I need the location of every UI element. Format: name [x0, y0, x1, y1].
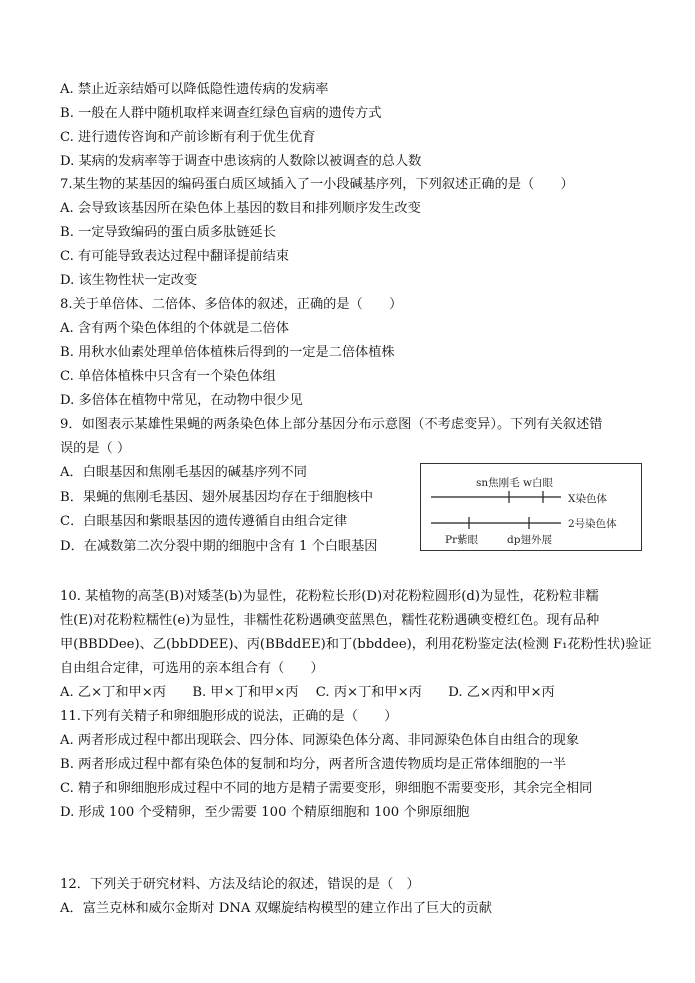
- q12-stem: 12．下列关于研究材料、方法及结论的叙述，错误的是（ ）: [60, 877, 420, 892]
- q6-option-c: C. 进行遗传咨询和产前诊断有利于优生优育: [60, 130, 316, 145]
- q9-stem: 9．如图表示某雄性果蝇的两条染色体上部分基因分布示意图（不考虑变异）。下列有关叙述错: [60, 417, 603, 432]
- q9-option-c: C．白眼基因和紫眼基因的遗传遵循自由组合定律: [60, 514, 348, 529]
- q7-option-d: D. 该生物性状一定改变: [60, 273, 198, 288]
- q8-option-a: A. 含有两个染色体组的个体就是二倍体: [60, 321, 289, 336]
- q9-option-d: D．在减数第二次分裂中期的细胞中含有 1 个白眼基因: [60, 539, 378, 554]
- q8-option-d: D. 多倍体在植物中常见，在动物中很少见: [60, 393, 303, 408]
- q10-options: A. 乙×丁和甲×丙 B. 甲×丁和甲×丙 C. 丙×丁和甲×丙 D. 乙×丙和甲×丙: [60, 685, 555, 700]
- q11-stem: 11.下列有关精子和卵细胞形成的说法，正确的是（ ）: [60, 709, 398, 724]
- q8-option-b: B. 用秋水仙素处理单倍体植株后得到的一定是二倍体植株: [60, 345, 395, 360]
- x-gene-labels: sn焦刚毛 w白眼: [476, 477, 553, 489]
- q8-stem: 8.关于单倍体、二倍体、多倍体的叙述，正确的是（ ）: [60, 297, 403, 312]
- chr2-label: 2号染色体: [568, 518, 617, 530]
- q9-option-b: B．果蝇的焦刚毛基因、翅外展基因均存在于细胞核中: [60, 490, 374, 505]
- q11-option-b: B. 两者形成过程中都有染色体的复制和均分，两者所含遗传物质均是正常体细胞的一半: [60, 757, 567, 772]
- q12-option-a: A．富兰克林和威尔金斯对 DNA 双螺旋结构模型的建立作出了巨大的贡献: [60, 901, 492, 916]
- q7-option-c: C. 有可能导致表达过程中翻译提前结束: [60, 249, 290, 264]
- q10-stem-line-1: 10. 某植物的高茎(B)对矮茎(b)为显性，花粉粒长形(D)对花粉粒圆形(d)为显性，花粉粒非糯: [60, 589, 599, 604]
- q7-option-b: B. 一定导致编码的蛋白质多肽链延长: [60, 225, 276, 240]
- q8-option-c: C. 单倍体植株中只含有一个染色体组: [60, 369, 276, 384]
- q10-stem-line-4: 自由组合定律，可选用的亲本组合有（ ）: [60, 661, 324, 676]
- q11-option-a: A. 两者形成过程中都出现联会、四分体、同源染色体分离、非同源染色体自由组合的现象: [60, 733, 580, 748]
- x-chromosome-label: X染色体: [568, 493, 607, 505]
- q6-option-a: A. 禁止近亲结婚可以降低隐性遗传病的发病率: [60, 82, 329, 97]
- q10-stem-line-2: 性(E)对花粉粒糯性(e)为显性，非糯性花粉遇碘变蓝黑色，糯性花粉遇碘变橙红色。现有品种: [60, 613, 600, 628]
- q11-option-c: C. 精子和卵细胞形成过程中不同的地方是精子需要变形，卵细胞不需要变形，其余完全相同: [60, 781, 593, 796]
- q9-option-a: A．白眼基因和焦刚毛基因的碱基序列不同: [60, 465, 307, 480]
- q11-option-d: D. 形成 100 个受精卵，至少需要 100 个精原细胞和 100 个卵原细胞: [60, 805, 470, 820]
- q6-option-b: B. 一般在人群中随机取样来调查红绿色盲病的遗传方式: [60, 106, 382, 121]
- q7-stem: 7.某生物的某基因的编码蛋白质区域插入了一小段碱基序列，下列叙述正确的是（ ）: [60, 177, 574, 192]
- q10-stem-line-3: 甲(BBDDee)、乙(bbDDEE)、丙(BBddEE)和丁(bbddee)，利用花粉鉴定法(检测 F₁花粉性状)验证: [60, 637, 652, 652]
- q6-option-d: D. 某病的发病率等于调查中患该病的人数除以被调查的总人数: [60, 154, 422, 169]
- dp-label: dp翅外展: [507, 534, 552, 546]
- chromosome-diagram: [420, 463, 642, 551]
- q7-option-a: A. 会导致该基因所在染色体上基因的数目和排列顺序发生改变: [60, 201, 421, 216]
- pr-label: Pr紫眼: [445, 534, 479, 546]
- q9-stem-cont: 误的是（ ）: [60, 441, 131, 456]
